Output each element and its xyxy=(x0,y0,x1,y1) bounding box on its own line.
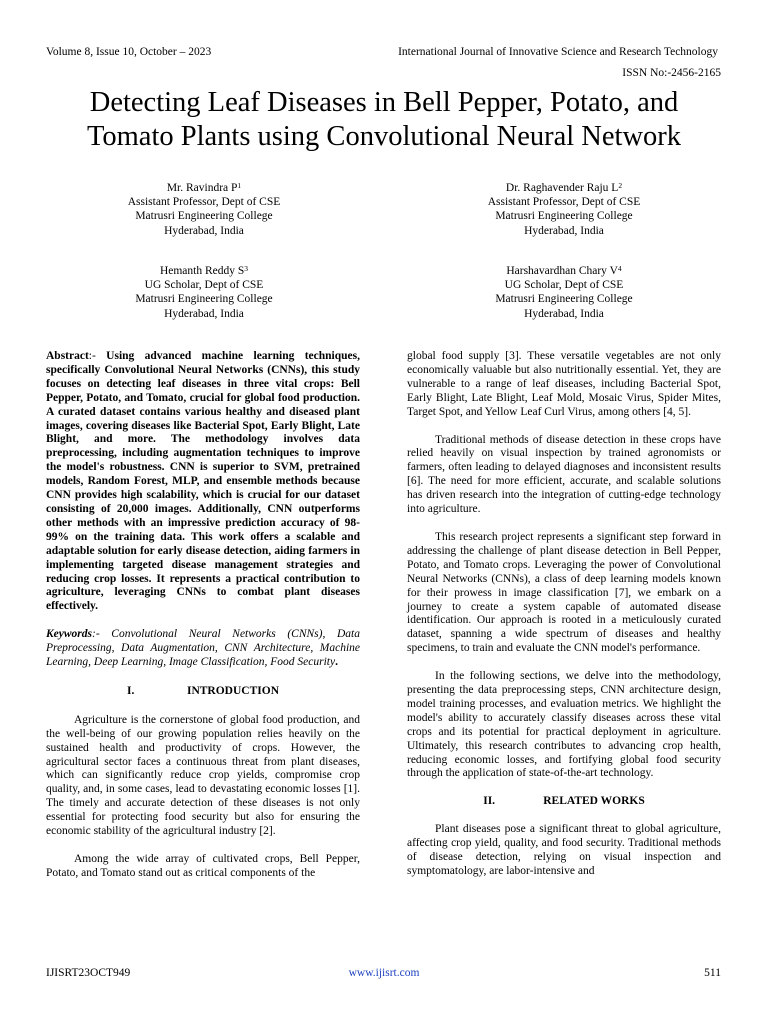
keywords-end: . xyxy=(335,656,338,669)
abstract-text: Using advanced machine learning techniques, specifically Convolutional Neural Networks (CNNs), this study focuses on detecting leaf diseases in three vital crops: Bell Pepper, Potato, and Tomato, crucial for global food production. A curated dataset contains various healthy and diseased plant images, covering diseases like Bacterial Spot, Early Blight, Late Blight, and more. The methodology involves data preprocessing, including augmentation techniques to improve the model's robustness. CNN is superior to SVM, pretrained models, Random Forest, MLP, and ensemble methods because CNN provides high scalability, which is crucial for our dataset consisting of 20,000 images. Additionally, CNN outperforms other methods with an impressive prediction accuracy of 98-99% on the training data. This work offers a scalable and adaptable solution for early disease detection, aiding farmers in implementing targeted disease management strategies and reducing crop losses. It represents a practical contribution to agriculture, leveraging CNNs to combat plant diseases effectively. xyxy=(46,350,360,613)
author-role: UG Scholar, Dept of CSE xyxy=(144,279,264,292)
intro-paragraph-3: Traditional methods of disease detection in these crops have relied heavily on visual inspection by trained agronomists or farmers, often leading to delayed diagnoses and inconsistent results [6]. The need for more efficient, accurate, and scalable solutions has driven research into the integration of cutting-edge technology into agriculture. xyxy=(407,433,721,516)
section-heading-related-works xyxy=(407,795,721,809)
keywords-label: Keywords xyxy=(46,628,92,641)
author-college: Matrusri Engineering College xyxy=(495,210,633,223)
paper-title xyxy=(30,86,738,154)
footer-website-link[interactable]: www.ijisrt.com xyxy=(348,967,420,979)
section-title: INTRODUCTION xyxy=(186,684,279,697)
author-role: UG Scholar, Dept of CSE xyxy=(504,279,624,292)
author-block-3 xyxy=(54,264,354,321)
author-college: Matrusri Engineering College xyxy=(135,293,273,306)
author-sup: 2 xyxy=(618,181,623,190)
author-block-1 xyxy=(54,181,354,238)
keywords xyxy=(46,628,360,670)
author-sup: 1 xyxy=(237,181,242,190)
author-college: Matrusri Engineering College xyxy=(135,210,273,223)
author-city: Hyderabad, India xyxy=(164,224,244,237)
author-name: Hemanth Reddy S xyxy=(159,265,245,277)
related-paragraph-1: Plant diseases pose a significant threat to global agriculture, affecting crop yield, quality, and food security. Traditional methods of disease detection, relying on visual inspection and symptomatology, are labor-intensive and xyxy=(407,823,721,877)
title-line-1: Detecting Leaf Diseases in Bell Pepper, Potato, and xyxy=(89,87,679,118)
author-block-2 xyxy=(414,181,714,238)
intro-paragraph-1: Agriculture is the cornerstone of global food production, and the well-being of our growing population relies heavily on the sustained health and productivity of crops. However, the agricultural sector faces a continuous threat from plant diseases, which can significantly reduce crop yields, compromise crop quality, and, in some cases, lead to devastating economic losses [1]. The timely and accurate detection of these diseases is not only essential for protecting food security but also for ensuring the economic stability of the agricultural industry [2]. xyxy=(46,713,360,838)
abstract-sep: :- xyxy=(88,350,107,362)
intro-paragraph-2-start: Among the wide array of cultivated crops, Bell Pepper, Potato, and Tomato stand out as critical components of the xyxy=(46,853,360,879)
journal-name: International Journal of Innovative Science and Research Technology xyxy=(398,46,718,58)
author-role: Assistant Professor, Dept of CSE xyxy=(127,196,281,209)
volume-info: Volume 8, Issue 10, October – 2023 xyxy=(46,46,212,58)
section-title: RELATED WORKS xyxy=(543,795,645,808)
author-name: Dr. Raghavender Raju L xyxy=(505,182,619,194)
abstract-label: Abstract xyxy=(46,350,89,362)
author-college: Matrusri Engineering College xyxy=(495,293,633,306)
author-name: Mr. Ravindra P xyxy=(166,182,238,194)
section-heading-introduction xyxy=(46,685,360,699)
author-block-4 xyxy=(414,264,714,321)
author-sup: 3 xyxy=(244,264,249,273)
author-city: Hyderabad, India xyxy=(524,307,604,320)
section-number: II. xyxy=(483,795,496,808)
keywords-text: Convolutional Neural Networks (CNNs), Data Preprocessing, Data Augmentation, CNN Architecture, Machine Learning, Deep Learning, Image Classification, Food Security xyxy=(46,628,360,669)
page-number: 511 xyxy=(704,967,721,979)
footer-id: IJISRT23OCT949 xyxy=(46,967,131,979)
author-sup: 4 xyxy=(617,264,622,273)
right-column xyxy=(407,350,721,879)
left-column xyxy=(46,350,360,881)
title-line-2: Tomato Plants using Convolutional Neural Network xyxy=(86,121,682,152)
intro-paragraph-2-cont: global food supply [3]. These versatile vegetables are not only economically valuable but also nutritionally essential. Yet, they are vulnerable to a range of leaf diseases, including Bacterial Spot, Early Blight, Late Blight, Leaf Mold, Mosaic Virus, Spider Mites, Target Spot, and Yellow Leaf Curl Virus, among others [4, 5]. xyxy=(407,350,721,418)
author-city: Hyderabad, India xyxy=(164,307,244,320)
author-role: Assistant Professor, Dept of CSE xyxy=(487,196,641,209)
keywords-sep: :- xyxy=(92,628,112,641)
intro-paragraph-4: This research project represents a significant step forward in addressing the challenge of plant disease detection in Bell Pepper, Potato, and Tomato crops. Leveraging the power of Convolutional Neural Networks (CNNs), a class of deep learning models known for their prowess in image classification [7], we embark on a journey to create a system capable of automated disease identification. Our approach is rooted in a meticulously curated dataset, spanning a wide spectrum of diseases and healthy specimens, to train and evaluate the CNN model's performance. xyxy=(407,530,721,655)
section-number: I. xyxy=(126,684,135,697)
issn: ISSN No:-2456-2165 xyxy=(622,67,721,79)
author-name: Harshavardhan Chary V xyxy=(506,265,618,277)
intro-paragraph-5: In the following sections, we delve into the methodology, presenting the data preprocessing steps, CNN architecture design, model training processes, and evaluation metrics. We highlight the model's ability to accurately classify diseases across these vital crops and its potential for practical deployment in agriculture. Ultimately, this research contributes to advancing crop health, reducing economic losses, and fortifying global food security through the application of state-of-the-art technology. xyxy=(407,670,721,780)
abstract xyxy=(46,350,360,614)
author-city: Hyderabad, India xyxy=(524,224,604,237)
